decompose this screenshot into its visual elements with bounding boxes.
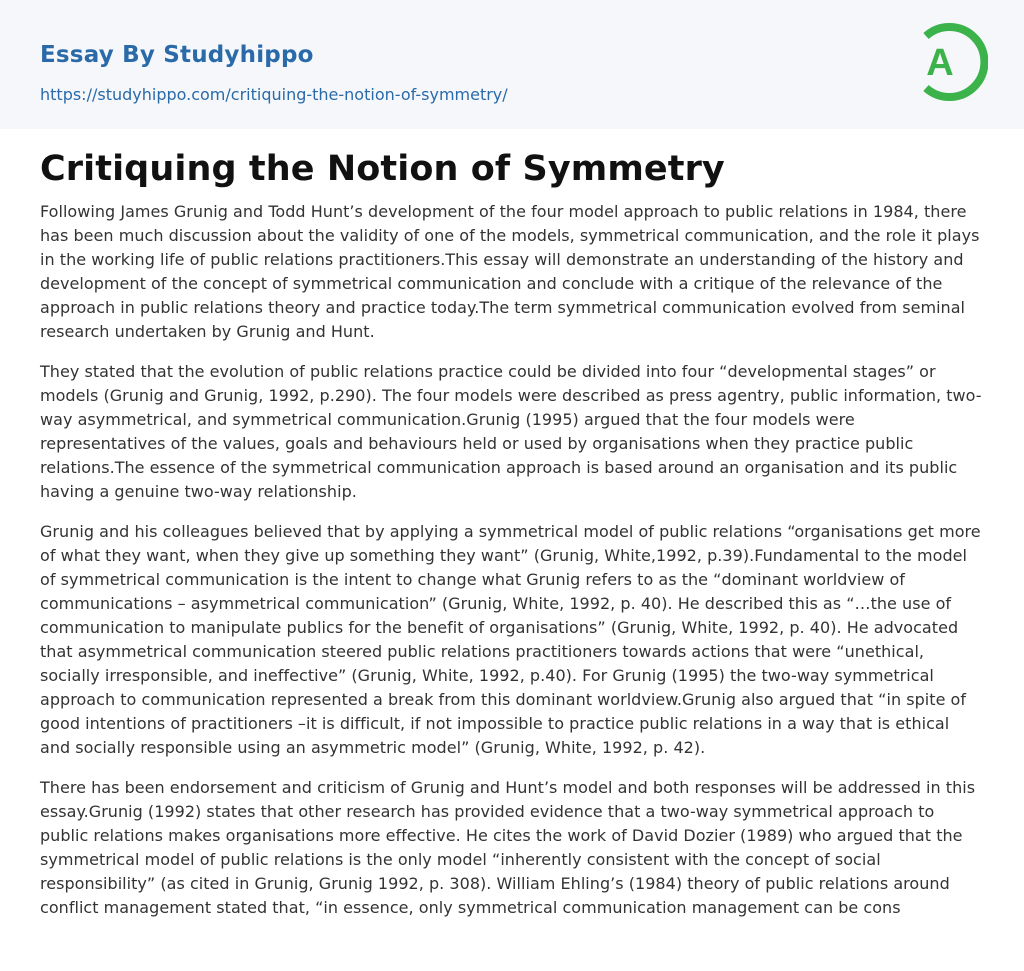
article-paragraph-4: There has been endorsement and criticism of Grunig and Hunt’s model and both responses will be addressed in this essay.Grunig (1992) states that other research has provided evidence that a two-way symmetrical approach to public relations makes organisations more effective. He cites the work of David Dozier (1989) who argued that the symmetrical model of public relations is the only model “inherently consistent with the concept of social responsibility” (as cited in Grunig, Grunig 1992, p. 308). William Ehling’s (1984) theory of public relations around conflict management stated that, “in essence, only symmetrical communication management can be cons	[40, 778, 976, 917]
site-header	[0, 0, 1024, 129]
article-paragraph-2: They stated that the evolution of public relations practice could be divided into four “developmental stages” or models (Grunig and Grunig, 1992, p.290). The four models were described as press agentry, public information, two-way asymmetrical, and symmetrical communication.Grunig (1995) argued that the four models were representatives of the values, goals and behaviours held or used by organisations when they practice public relations.The essence of the symmetrical communication approach is based around an organisation and its public having a genuine two-way relationship.	[40, 362, 982, 501]
page-url-link[interactable]: https://studyhippo.com/critiquing-the-notion-of-symmetry/	[40, 85, 508, 104]
studyhippo-logo-icon[interactable]	[904, 20, 988, 104]
article-paragraph-1: Following James Grunig and Todd Hunt’s development of the four model approach to public relations in 1984, there has been much discussion about the validity of one of the models, symmetrical communication, and the role it plays in the working life of public relations practitioners.This essay will demonstrate an understanding of the history and development of the concept of symmetrical communication and conclude with a critique of the relevance of the approach in public relations theory and practice today.The term symmetrical communication evolved from seminal research undertaken by Grunig and Hunt.	[40, 202, 980, 341]
article-title: Critiquing the Notion of Symmetry	[40, 149, 725, 189]
brand-title[interactable]: Essay By Studyhippo	[40, 42, 314, 68]
article-paragraph-3: Grunig and his colleagues believed that by applying a symmetrical model of public relations “organisations get more of what they want, when they give up something they want” (Grunig, White,1992, p.39).Fundamental to the model of symmetrical communication is the intent to change what Grunig refers to as the “dominant worldview of communications – asymmetrical communication” (Grunig, White, 1992, p. 40). He described this as “…the use of communication to manipulate publics for the benefit of organisations” (Grunig, White, 1992, p. 40). He advocated that asymmetrical communication steered public relations practitioners towards actions that were “unethical, socially irresponsible, and ineffective” (Grunig, White, 1992, p.40). For Grunig (1995) the two-way symmetrical approach to communication represented a break from this dominant worldview.Grunig also argued that “in spite of good intentions of practitioners –it is difficult, if not impossible to practice public relations in a way that is ethical and socially responsible using an asymmetric model” (Grunig, White, 1992, p. 42).	[40, 522, 981, 757]
logo-letter: A	[926, 42, 954, 84]
article	[40, 146, 984, 936]
